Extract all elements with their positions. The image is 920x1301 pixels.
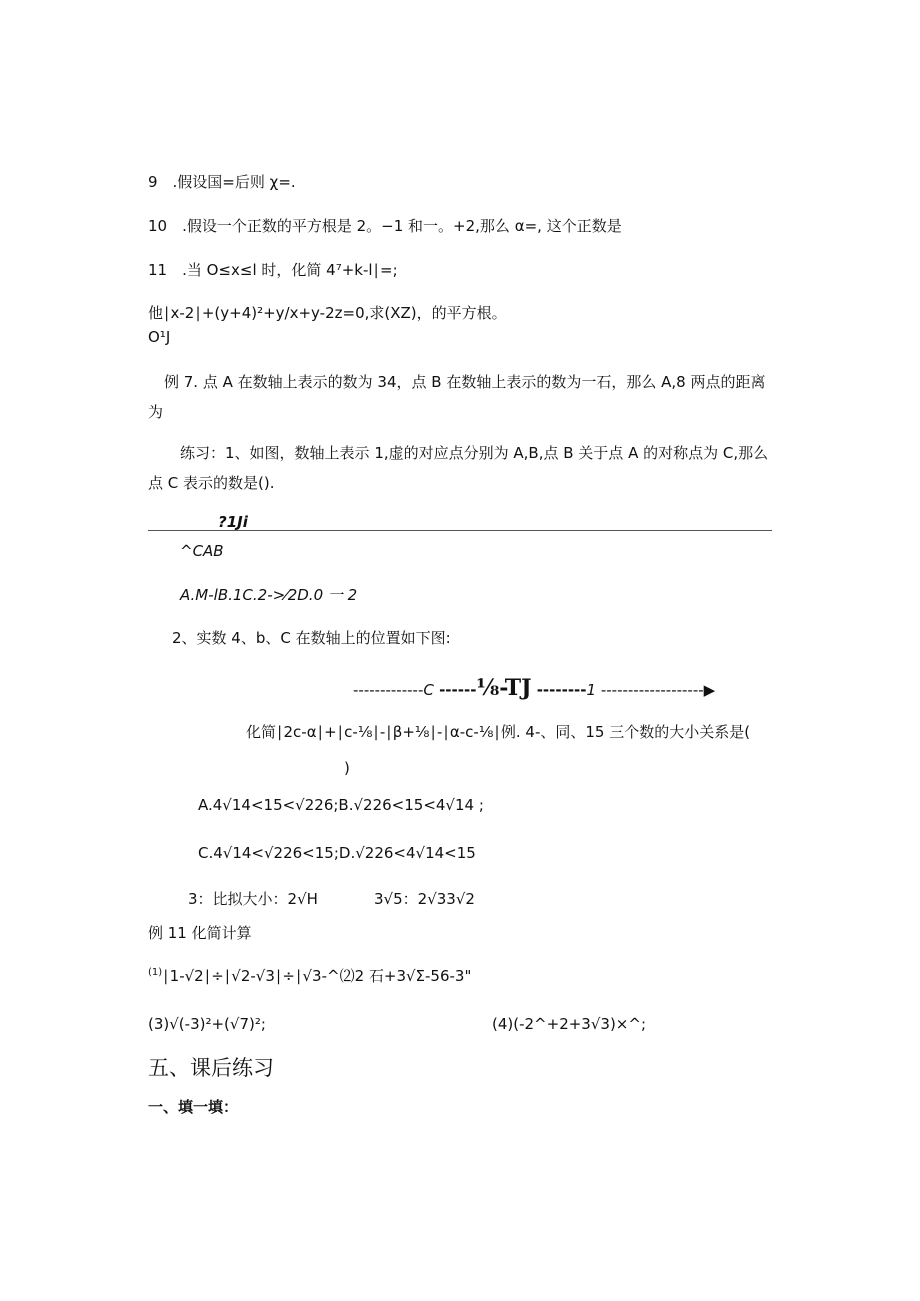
section-5-heading: 五、课后练习: [148, 1056, 274, 1080]
calc-4: (4)(-2^+2+3√3)×^;: [492, 1015, 646, 1033]
figure-label-cab: ^CAB: [180, 542, 224, 560]
number-line-rule: [148, 530, 772, 531]
calc-3: (3)√(-3)²+(√7)²;: [148, 1015, 266, 1033]
question-11: 11 .当 O≤x≤l 时，化简 4⁷+k-l∣=;: [148, 261, 398, 279]
axis-segment: -------------------: [596, 681, 704, 699]
question-3-right: 3√5：2√33√2: [374, 890, 475, 908]
options-practice-1: A.M-lB.1C.2->⁄2D.0 一 2: [180, 586, 358, 604]
calc-1: [148, 966, 471, 989]
equation-problem: 他∣x-2∣+(y+4)²+y/x+y-2z=0,求(XZ)，的平方根。: [148, 304, 507, 322]
example-7-line2: 为: [148, 403, 164, 421]
number-line-diagram: [353, 675, 715, 701]
axis-label-one: 1: [586, 681, 597, 699]
simplify-close: ): [344, 759, 350, 777]
axis-segment: ------: [433, 681, 477, 699]
axis-label-mid: ⅛-TJ: [476, 675, 532, 701]
calc-1-mark: (1): [148, 967, 163, 978]
figure-label-top: ?1Ji: [218, 513, 248, 531]
axis-segment: -------------: [353, 681, 424, 699]
options-c-d: C.4√14<√226<15;D.√226<4√14<15: [198, 844, 476, 862]
example-11-title: 例 11 化简计算: [148, 924, 252, 942]
question-2: 2、实数 4、b、C 在数轴上的位置如下图:: [172, 629, 451, 647]
example-7-line1: 例 7. 点 A 在数轴上表示的数为 34，点 B 在数轴上表示的数为一石，那么 A,8 两点的距离: [164, 373, 766, 391]
question-9: 9 .假设国=后则 χ=.: [148, 173, 296, 191]
question-10: 10 .假设一个正数的平方根是 2。−1 和一。+2,那么 α=, 这个正数是: [148, 217, 622, 235]
calc-1-expression: ∣1-√2∣÷∣√2-√3∣÷∣√3-^⑵2 石+3√Σ-56-3": [162, 967, 472, 985]
practice-1-line2: 点 C 表示的数是().: [148, 474, 275, 492]
equation-note: O¹J: [148, 328, 171, 346]
practice-1-line1: 练习：1、如图，数轴上表示 1,虚的对应点分别为 A,B,点 B 关于点 A 的对称点为 C,那么: [180, 444, 769, 462]
fill-in-heading: 一、填一填：: [148, 1098, 239, 1116]
options-a-b: A.4√14<15<√226;B.√226<15<4√14 ;: [198, 796, 484, 814]
simplify-expression: 化简∣2c-α∣+∣c-⅛∣-∣β+⅛∣-∣α-c-⅛∣例. 4-、同、15 三个数的大小关系是(: [246, 723, 751, 741]
axis-label-c: C: [423, 681, 434, 699]
arrow-right-icon: ▶: [703, 681, 716, 699]
axis-segment: --------: [531, 681, 587, 699]
question-3-left: 3：比拟大小：2√H: [188, 890, 318, 908]
